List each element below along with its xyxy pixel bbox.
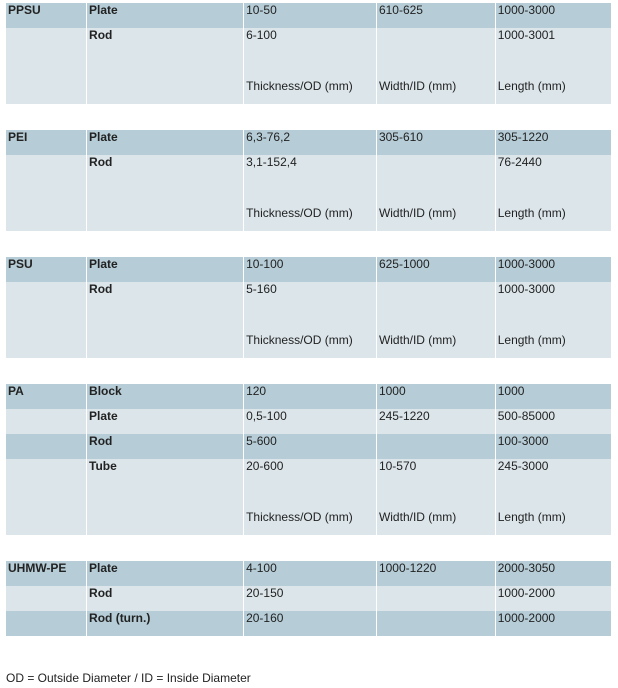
material-name (6, 384, 87, 409)
material-name (6, 282, 87, 358)
unit-label: Length (mm) (497, 510, 566, 524)
thickness-cell-text: 120 (246, 384, 267, 398)
thickness-cell-text: 20-160 (246, 611, 284, 625)
table-row (6, 130, 611, 155)
form-cell-text: Plate (89, 257, 118, 271)
width-cell (376, 384, 495, 409)
thickness-cell (244, 130, 377, 155)
form-cell-text: Plate (89, 561, 118, 575)
length-cell (495, 409, 611, 434)
form-cell (87, 434, 244, 459)
width-cell-text: 1000 (378, 384, 406, 398)
width-cell (376, 561, 495, 586)
form-cell-text: Tube (89, 459, 117, 473)
width-cell-text: 610-625 (378, 3, 423, 17)
length-cell (495, 155, 611, 231)
width-cell (376, 586, 495, 611)
width-cell (376, 611, 495, 636)
form-cell (87, 257, 244, 282)
width-cell-text: 305-610 (378, 130, 423, 144)
unit-label: Length (mm) (497, 206, 566, 220)
table-row (6, 155, 611, 231)
length-cell (495, 28, 611, 104)
thickness-cell (244, 561, 377, 586)
thickness-cell-text: 10-100 (246, 257, 284, 271)
material-table-pa (6, 384, 611, 535)
length-cell-text: 1000-3000 (497, 282, 556, 296)
thickness-cell-text: 4-100 (246, 561, 277, 575)
length-cell (495, 561, 611, 586)
length-cell-text: 1000-2000 (497, 611, 556, 625)
form-cell (87, 409, 244, 434)
unit-label: Width/ID (mm) (378, 79, 457, 93)
thickness-cell-text: 20-150 (246, 586, 284, 600)
table-row (6, 28, 611, 104)
unit-label: Width/ID (mm) (378, 206, 457, 220)
length-cell (495, 3, 611, 28)
material-name (6, 586, 87, 611)
unit-label: Thickness/OD (mm) (246, 79, 353, 93)
width-cell (376, 282, 495, 358)
table-row (6, 561, 611, 586)
form-cell-text: Rod (89, 586, 113, 600)
width-cell (376, 459, 495, 535)
length-cell (495, 459, 611, 535)
form-cell (87, 459, 244, 535)
length-cell (495, 611, 611, 636)
form-cell-text: Block (89, 384, 122, 398)
length-cell (495, 257, 611, 282)
material-name-text: PPSU (8, 3, 41, 17)
material-table-psu (6, 257, 611, 358)
material-tables (6, 3, 611, 636)
thickness-cell (244, 611, 377, 636)
width-cell (376, 3, 495, 28)
length-cell (495, 130, 611, 155)
width-cell (376, 409, 495, 434)
form-cell (87, 130, 244, 155)
thickness-cell (244, 282, 377, 358)
length-cell-text: 305-1220 (497, 130, 549, 144)
length-cell (495, 282, 611, 358)
length-cell-text: 500-85000 (497, 409, 556, 423)
table-row (6, 384, 611, 409)
footnote: OD = Outside Diameter / ID = Inside Diameter (6, 671, 251, 685)
thickness-cell (244, 384, 377, 409)
table-row (6, 257, 611, 282)
form-cell (87, 282, 244, 358)
material-name-text: UHMW-PE (8, 561, 67, 575)
material-name (6, 611, 87, 636)
table-spacer (6, 535, 611, 561)
form-cell-text: Rod (89, 28, 113, 42)
unit-label: Thickness/OD (mm) (246, 333, 353, 347)
width-cell (376, 434, 495, 459)
thickness-cell (244, 3, 377, 28)
material-table-ppsu (6, 3, 611, 104)
thickness-cell (244, 28, 377, 104)
length-cell-text: 2000-3050 (497, 561, 556, 575)
table-row (6, 409, 611, 434)
table-spacer (6, 104, 611, 130)
width-cell-text: 10-570 (378, 459, 417, 473)
thickness-cell (244, 409, 377, 434)
length-cell-text: 1000-3000 (497, 3, 556, 17)
length-cell-text: 245-3000 (497, 459, 549, 473)
material-table-uhmw-pe (6, 561, 611, 636)
thickness-cell-text: 6,3-76,2 (246, 130, 291, 144)
form-cell-text: Plate (89, 130, 118, 144)
material-table-pei (6, 130, 611, 231)
unit-label: Length (mm) (497, 79, 566, 93)
table-row (6, 459, 611, 535)
material-name (6, 3, 87, 28)
form-cell-text: Rod (turn.) (89, 611, 151, 625)
thickness-cell-text: 3,1-152,4 (246, 155, 297, 169)
form-cell (87, 28, 244, 104)
material-name (6, 434, 87, 459)
unit-label: Width/ID (mm) (378, 333, 457, 347)
form-cell (87, 586, 244, 611)
length-cell-text: 100-3000 (497, 434, 549, 448)
width-cell (376, 130, 495, 155)
unit-label: Thickness/OD (mm) (246, 510, 353, 524)
length-cell (495, 586, 611, 611)
material-name (6, 155, 87, 231)
table-row (6, 434, 611, 459)
form-cell (87, 384, 244, 409)
thickness-cell (244, 459, 377, 535)
table-row (6, 586, 611, 611)
material-name (6, 561, 87, 586)
thickness-cell-text: 10-50 (246, 3, 277, 17)
form-cell (87, 561, 244, 586)
form-cell-text: Rod (89, 155, 113, 169)
length-cell-text: 1000-3000 (497, 257, 556, 271)
length-cell (495, 384, 611, 409)
material-name (6, 257, 87, 282)
form-cell (87, 611, 244, 636)
unit-label: Width/ID (mm) (378, 510, 457, 524)
table-spacer (6, 231, 611, 257)
material-name (6, 409, 87, 434)
thickness-cell (244, 434, 377, 459)
table-row (6, 611, 611, 636)
width-cell-text: 1000-1220 (378, 561, 437, 575)
width-cell (376, 28, 495, 104)
width-cell-text: 245-1220 (378, 409, 430, 423)
table-row (6, 3, 611, 28)
form-cell-text: Plate (89, 3, 118, 17)
thickness-cell-text: 20-600 (246, 459, 284, 473)
unit-label: Thickness/OD (mm) (246, 206, 353, 220)
thickness-cell-text: 5-160 (246, 282, 277, 296)
thickness-cell (244, 155, 377, 231)
table-spacer (6, 358, 611, 384)
material-name (6, 28, 87, 104)
thickness-cell (244, 586, 377, 611)
unit-label: Length (mm) (497, 333, 566, 347)
thickness-cell-text: 0,5-100 (246, 409, 287, 423)
width-cell-text: 625-1000 (378, 257, 430, 271)
form-cell-text: Rod (89, 434, 113, 448)
material-name-text: PSU (8, 257, 33, 271)
length-cell-text: 1000-3001 (497, 28, 556, 42)
form-cell-text: Plate (89, 409, 118, 423)
material-name-text: PEI (8, 130, 28, 144)
thickness-cell (244, 257, 377, 282)
material-name (6, 130, 87, 155)
thickness-cell-text: 6-100 (246, 28, 277, 42)
width-cell (376, 257, 495, 282)
form-cell (87, 3, 244, 28)
width-cell (376, 155, 495, 231)
form-cell-text: Rod (89, 282, 113, 296)
length-cell-text: 1000-2000 (497, 586, 556, 600)
length-cell-text: 76-2440 (497, 155, 542, 169)
material-name-text: PA (8, 384, 24, 398)
thickness-cell-text: 5-600 (246, 434, 277, 448)
material-name (6, 459, 87, 535)
table-row (6, 282, 611, 358)
length-cell (495, 434, 611, 459)
length-cell-text: 1000 (497, 384, 525, 398)
form-cell (87, 155, 244, 231)
